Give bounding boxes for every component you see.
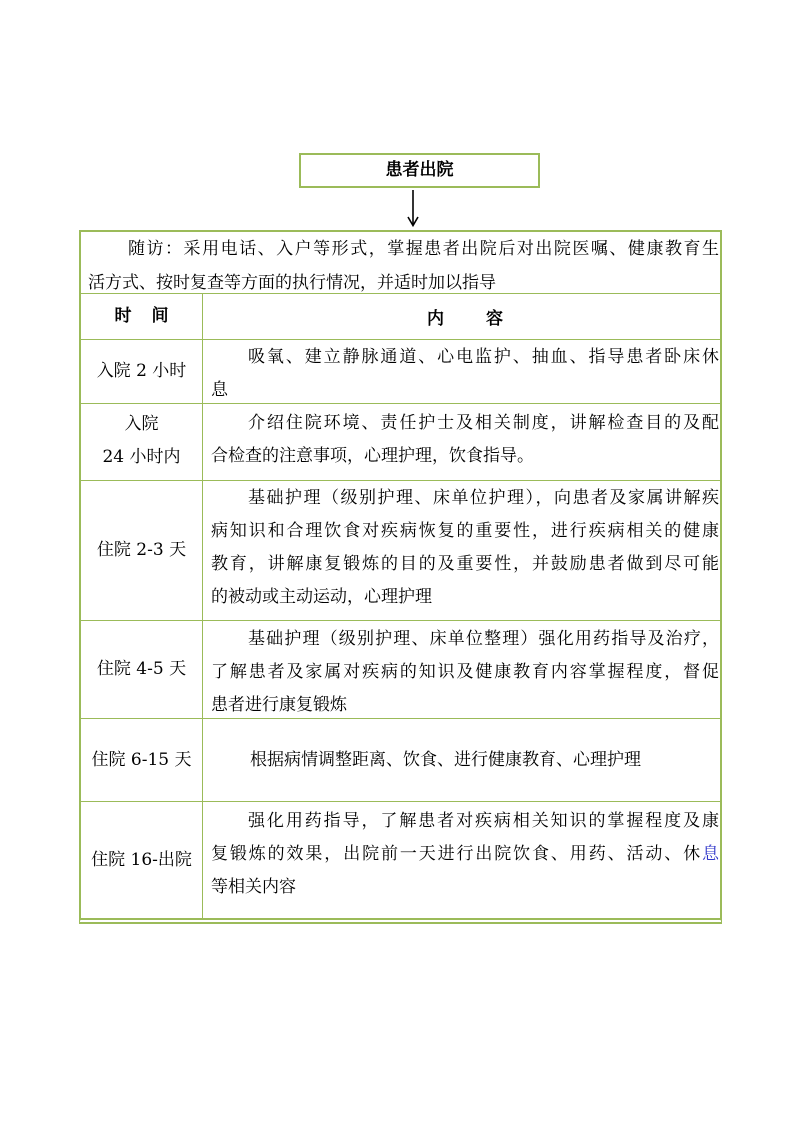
- content-line: 根据病情调整距离、饮食、进行健康教育、心理护理: [250, 749, 641, 770]
- content-line: 等相关内容: [211, 877, 296, 897]
- time-cell: [81, 621, 203, 719]
- down-arrow-icon: [405, 188, 421, 228]
- time-label: 24 小时内: [102, 447, 181, 467]
- time-cell: [81, 404, 203, 481]
- content-cell: [203, 719, 720, 802]
- highlighted-char: 息: [702, 844, 719, 864]
- follow-up-line: 活方式、按时复查等方面的执行情况，并适时加以指导: [88, 273, 496, 293]
- follow-up-line: 随访：采用电话、入户等形式，掌握患者出院后对出院医嘱、健康教育生: [128, 239, 719, 259]
- content-line: [211, 838, 719, 871]
- time-cell: [81, 719, 203, 802]
- follow-up-cell: [81, 232, 720, 294]
- content-cell: [203, 404, 720, 481]
- time-label: 住院 2-3 天: [96, 540, 187, 560]
- content-line: 患者进行康复锻炼: [211, 695, 347, 715]
- content-line: 吸氧、建立静脉通道、心电监护、抽血、指导患者卧床休: [248, 347, 719, 367]
- time-label: 住院 4-5 天: [96, 659, 187, 679]
- content-line: 教育，讲解康复锻炼的目的及重要性，并鼓励患者做到尽可能: [211, 554, 719, 574]
- time-label: 住院 16-出院: [91, 850, 192, 870]
- discharge-title: 患者出院: [385, 160, 454, 180]
- content-line: 的被动或主动运动，心理护理: [211, 587, 432, 607]
- header-content-label: 内 容: [427, 309, 503, 329]
- header-content-cell: [203, 294, 720, 340]
- header-time-cell: [81, 294, 203, 340]
- content-line: 合检查的注意事项，心理护理，饮食指导。: [211, 446, 534, 466]
- content-cell: [203, 481, 720, 621]
- time-label: 住院 6-15 天: [91, 749, 192, 770]
- time-label: 入院 2 小时: [96, 361, 187, 381]
- content-line: 强化用药指导，了解患者对疾病相关知识的掌握程度及康: [248, 811, 719, 831]
- time-cell: [81, 802, 203, 919]
- content-line: 了解患者及家属对疾病的知识及健康教育内容掌握程度，督促: [211, 662, 719, 682]
- header-time-label: 时 间: [114, 306, 169, 326]
- content-cell: [203, 621, 720, 719]
- content-line: 基础护理（级别护理、床单位整理）强化用药指导及治疗，: [248, 629, 719, 649]
- content-line: 介绍住院环境、责任护士及相关制度，讲解检查目的及配: [248, 413, 719, 433]
- content-cell: [203, 340, 720, 404]
- content-cell: [203, 802, 720, 919]
- time-label: 入院: [124, 414, 159, 434]
- discharge-title-box: [299, 153, 540, 188]
- care-schedule-table: [79, 230, 722, 924]
- time-cell: [81, 481, 203, 621]
- content-line: 病知识和合理饮食对疾病恢复的重要性，进行疾病相关的健康: [211, 521, 719, 541]
- content-line: 基础护理（级别护理、床单位护理），向患者及家属讲解疾: [248, 488, 719, 508]
- content-text: 复锻炼的效果，出院前一天进行出院饮食、用药、活动、休: [211, 844, 702, 864]
- time-cell: [81, 340, 203, 404]
- content-line: 息: [211, 380, 228, 400]
